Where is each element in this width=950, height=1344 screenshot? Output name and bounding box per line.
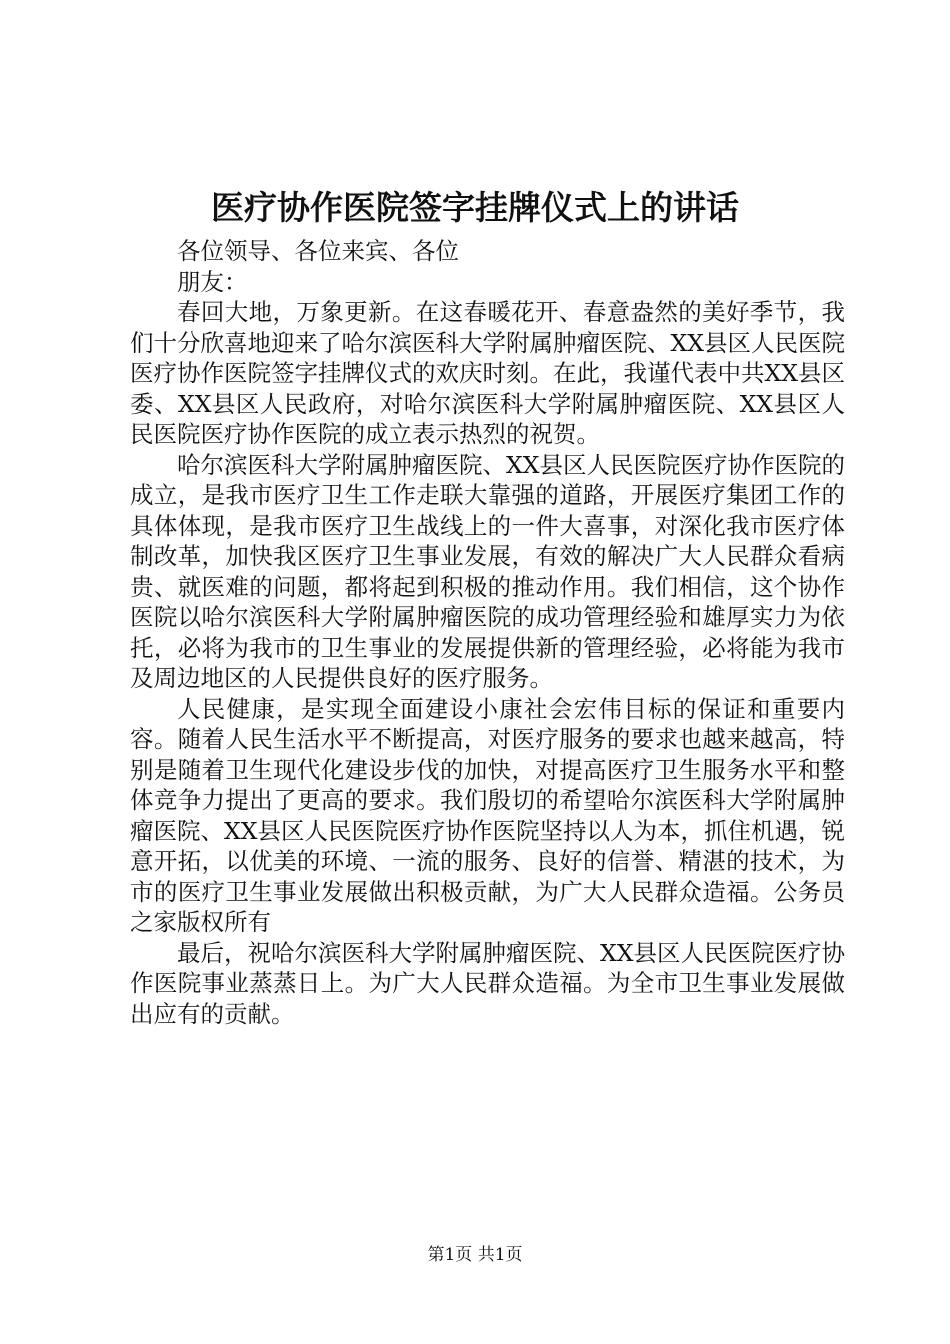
paragraph-3: 人民健康，是实现全面建设小康社会宏伟目标的保证和重要内容。随着人民生活水平不断提高，对医疗服务的要求也越来越高，特别是随着卫生现代化建设步伐的加快，对提高医疗卫生服务水平和整体竞争力提出了更高的要求。我们殷切的希望哈尔滨医科大学附属肿瘤医院、XX县区人民医院医疗协作医院坚持以人为本，抓住机遇，锐意开拓，以优美的环境、一流的服务、良好的信誉、精湛的技术，为市的医疗卫生事业发展做出积极贡献，为广大人民群众造福。公务员之家版权所有 [130,694,845,936]
document-body [130,236,845,1029]
paragraph-2: 哈尔滨医科大学附属肿瘤医院、XX县区人民医院医疗协作医院的成立，是我市医疗卫生工作走联大靠强的道路，开展医疗集团工作的具体体现，是我市医疗卫生战线上的一件大喜事，对深化我市医疗体制改革，加快我区医疗卫生事业发展，有效的解决广大人民群众看病贵、就医难的问题，都将起到积极的推动作用。我们相信，这个协作医院以哈尔滨医科大学附属肿瘤医院的成功管理经验和雄厚实力为依托，必将为我市的卫生事业的发展提供新的管理经验，必将能为我市及周边地区的人民提供良好的医疗服务。 [130,450,845,692]
salutation-line-2: 朋友： [177,267,248,296]
paragraph-1: 春回大地，万象更新。在这春暖花开、春意盎然的美好季节，我们十分欣喜地迎来了哈尔滨医科大学附属肿瘤医院、XX县区人民医院医疗协作医院签字挂牌仪式的欢庆时刻。在此，我谨代表中共XX县区委、XX县区人民政府，对哈尔滨医科大学附属肿瘤医院、XX县区人民医院医疗协作医院的成立表示热烈的祝贺。 [130,298,845,448]
document-title: 医疗协作医院签字挂牌仪式上的讲话 [211,188,739,227]
paragraph-4: 最后，祝哈尔滨医科大学附属肿瘤医院、XX县区人民医院医疗协作医院事业蒸蒸日上。为广大人民群众造福。为全市卫生事业发展做出应有的贡献。 [130,938,845,1028]
page-footer: 第1页 共1页 [427,1245,523,1265]
salutation-line-1: 各位领导、各位来宾、各位 [177,237,459,265]
